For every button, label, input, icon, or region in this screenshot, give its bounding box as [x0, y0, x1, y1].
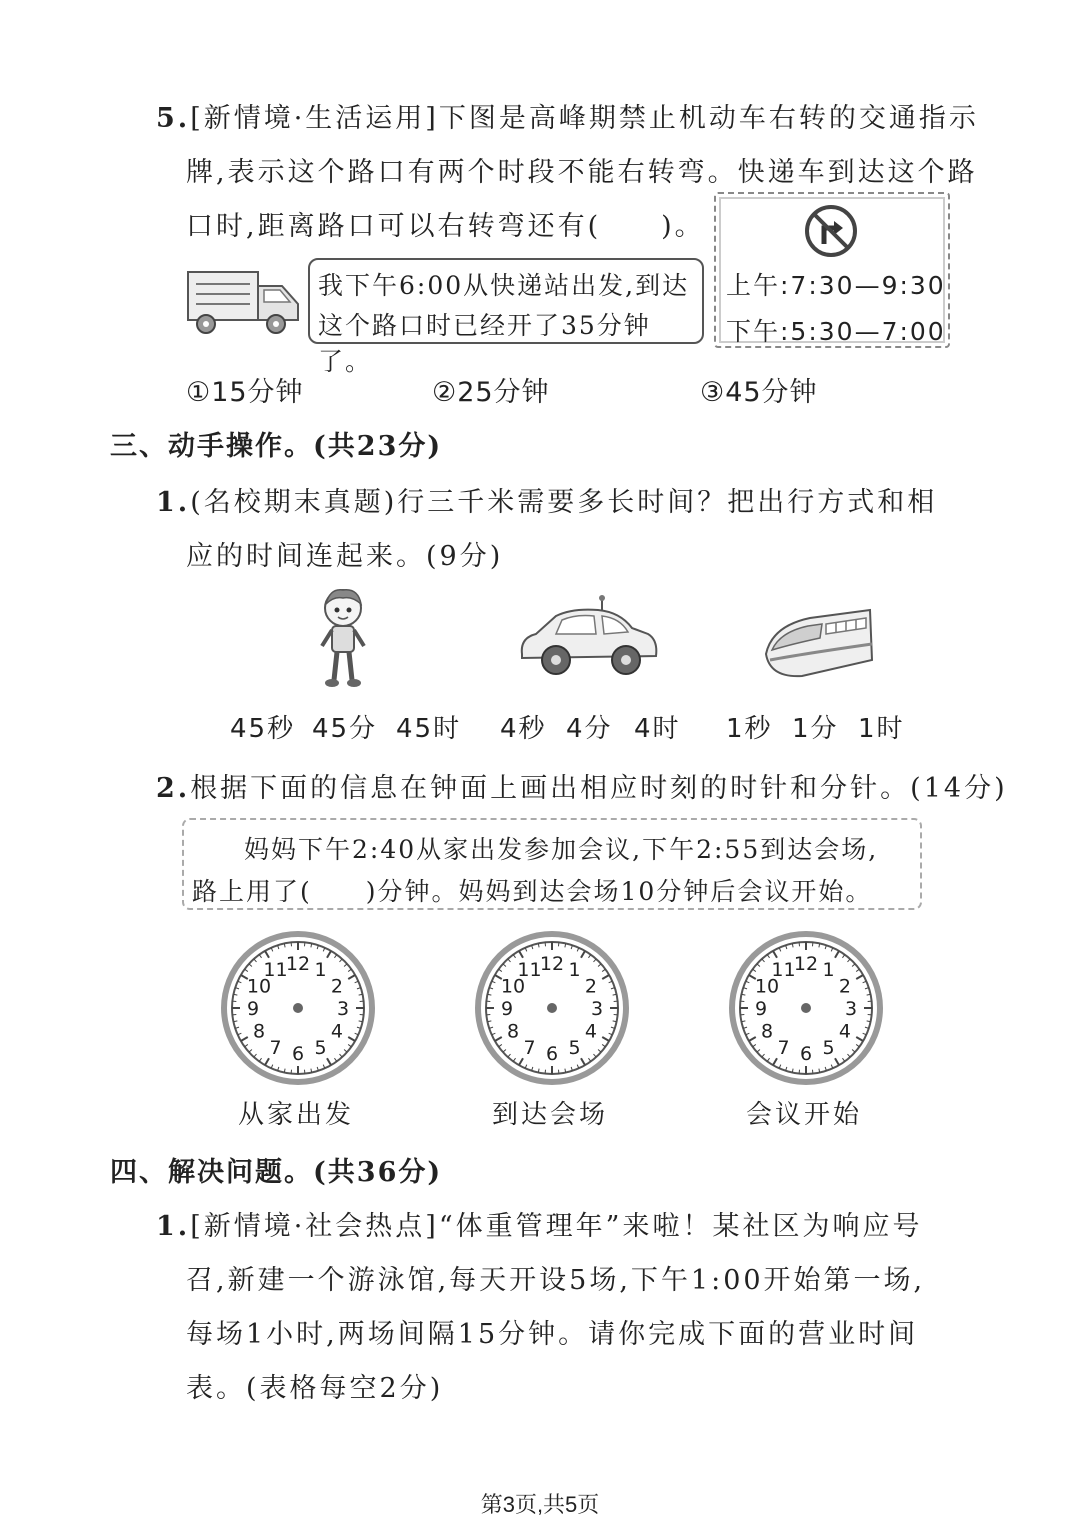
s3-q1-line2: 应的时间连起来。(9分) — [186, 541, 504, 572]
train-time-3: 1时 — [858, 714, 905, 744]
s3-q2-text: 根据下面的信息在钟面上画出相应时刻的时针和分针。(14分) — [190, 773, 1008, 804]
clock-hour-numeral: 3 — [336, 998, 350, 1020]
clock-hour-numeral: 12 — [285, 953, 311, 975]
clock-hour-numeral: 3 — [844, 998, 858, 1020]
clock-hour-numeral: 7 — [777, 1036, 790, 1059]
section-4-score: 36 — [356, 1157, 399, 1188]
clock-hour-numeral: 2 — [838, 975, 852, 998]
section-3-title-prefix: 三、动手操作。(共 — [110, 431, 357, 462]
sign-afternoon-time: 下午:5:30—7:00 — [726, 317, 946, 346]
train-time-1: 1秒 — [726, 714, 773, 744]
clock-hour-numeral: 9 — [500, 998, 514, 1020]
s3-q1-number: 1. — [156, 487, 191, 518]
info-line-1: 妈妈下午2:40从家出发参加会议,下午2:55到达会场, — [244, 835, 879, 864]
clock-face-meeting[interactable] — [728, 930, 884, 1086]
clock-hour-numeral: 1 — [822, 959, 835, 982]
bubble-line-1: 我下午6:00从快递站出发,到达 — [318, 271, 690, 300]
section-3-score: 23 — [356, 431, 399, 462]
clock-hour-numeral: 5 — [314, 1036, 327, 1059]
s3-q1-line1 — [156, 480, 937, 519]
car-time-2: 4分 — [566, 714, 613, 744]
clock-hour-numeral: 2 — [584, 975, 598, 998]
s4-q1-number: 1. — [156, 1211, 191, 1242]
clock-hour-numeral: 10 — [246, 975, 272, 998]
car-icon — [516, 594, 660, 682]
clock-hour-numeral: 11 — [517, 959, 542, 982]
q5-line1 — [156, 96, 979, 135]
sign-morning-time: 上午:7:30—9:30 — [726, 271, 946, 300]
high-speed-train-icon — [762, 604, 876, 684]
clock-hour-numeral: 5 — [822, 1036, 835, 1059]
clock-face-depart[interactable] — [220, 930, 376, 1086]
s3-q2-line — [156, 766, 1008, 805]
clock-hour-numeral: 1 — [314, 959, 327, 982]
no-right-turn-icon — [804, 204, 858, 258]
section-3-title-suffix: 分) — [398, 431, 443, 462]
s4-q1-line2: 召,新建一个游泳馆,每天开设5场,下午1:00开始第一场, — [186, 1265, 926, 1296]
clock-hour-numeral: 11 — [263, 959, 288, 982]
clock-hour-numeral: 8 — [760, 1020, 774, 1043]
walk-time-3: 45时 — [396, 714, 462, 744]
clock-hour-numeral: 9 — [754, 998, 768, 1020]
traffic-sign-board — [714, 192, 950, 348]
clock-hour-numeral: 2 — [330, 975, 344, 998]
walk-time-2: 45分 — [312, 714, 378, 744]
clock-hour-numeral: 7 — [523, 1036, 536, 1059]
speech-bubble — [308, 258, 704, 376]
clock-label-depart: 从家出发 — [238, 1100, 355, 1130]
clock-hour-numeral: 8 — [506, 1020, 520, 1043]
clock-hour-numeral: 12 — [539, 953, 565, 975]
q5-option-2: ②25分钟 — [432, 377, 550, 408]
clock-hour-numeral: 4 — [838, 1020, 852, 1043]
clock-label-meeting: 会议开始 — [746, 1100, 863, 1130]
s4-q1-line4: 表。(表格每空2分) — [186, 1373, 444, 1404]
q5-text-1: [新情境·生活运用]下图是高峰期禁止机动车右转的交通指示 — [190, 103, 979, 134]
info-line-2: 路上用了( )分钟。妈妈到达会场10分钟后会议开始。 — [192, 877, 873, 906]
clock-hour-numeral: 1 — [568, 959, 581, 982]
clock-label-arrive: 到达会场 — [492, 1100, 609, 1130]
clock-hour-numeral: 9 — [246, 998, 260, 1020]
clock-hour-numeral: 10 — [754, 975, 780, 998]
clock-hour-numeral: 6 — [291, 1043, 305, 1065]
page-footer: 第3页,共5页 — [480, 1492, 600, 1517]
walking-boy-icon — [316, 586, 370, 690]
clock-hour-numeral: 4 — [584, 1020, 598, 1043]
clock-hour-numeral: 12 — [793, 953, 819, 975]
clock-hour-numeral: 8 — [252, 1020, 266, 1043]
q5-number: 5. — [156, 103, 191, 134]
s4-q1-line1 — [156, 1204, 922, 1243]
car-time-1: 4秒 — [500, 714, 547, 744]
delivery-truck-icon — [184, 268, 306, 338]
clock-hour-numeral: 3 — [590, 998, 604, 1020]
clock-hour-numeral: 4 — [330, 1020, 344, 1043]
clock-hour-numeral: 7 — [269, 1036, 282, 1059]
clock-hour-numeral: 6 — [545, 1043, 559, 1065]
s3-q1-text-1: (名校期末真题)行三千米需要多长时间？把出行方式和相 — [190, 487, 938, 518]
section-4-title-prefix: 四、解决问题。(共 — [110, 1157, 357, 1188]
clock-hour-numeral: 11 — [771, 959, 796, 982]
section-4-title — [110, 1150, 442, 1189]
bubble-line-2: 这个路口时已经开了35分钟了。 — [318, 311, 651, 376]
section-4-title-suffix: 分) — [398, 1157, 443, 1188]
car-time-3: 4时 — [634, 714, 681, 744]
clock-hour-numeral: 5 — [568, 1036, 581, 1059]
q5-line3: 口时,距离路口可以右转弯还有( )。 — [186, 211, 705, 242]
q5-line2: 牌,表示这个路口有两个时段不能右转弯。快递车到达这个路 — [186, 157, 978, 188]
s3-q2-number: 2. — [156, 773, 191, 804]
info-box — [182, 818, 922, 910]
walk-time-1: 45秒 — [230, 714, 296, 744]
q5-option-1: ①15分钟 — [186, 377, 304, 408]
s4-q1-line3: 每场1小时,两场间隔15分钟。请你完成下面的营业时间 — [186, 1319, 919, 1350]
q5-option-3: ③45分钟 — [700, 377, 818, 408]
s4-q1-text-1: [新情境·社会热点]“体重管理年”来啦！某社区为响应号 — [190, 1211, 923, 1242]
clock-hour-numeral: 10 — [500, 975, 526, 998]
clock-hour-numeral: 6 — [799, 1043, 813, 1065]
clock-face-arrive[interactable] — [474, 930, 630, 1086]
section-3-title — [110, 424, 442, 463]
train-time-2: 1分 — [792, 714, 839, 744]
